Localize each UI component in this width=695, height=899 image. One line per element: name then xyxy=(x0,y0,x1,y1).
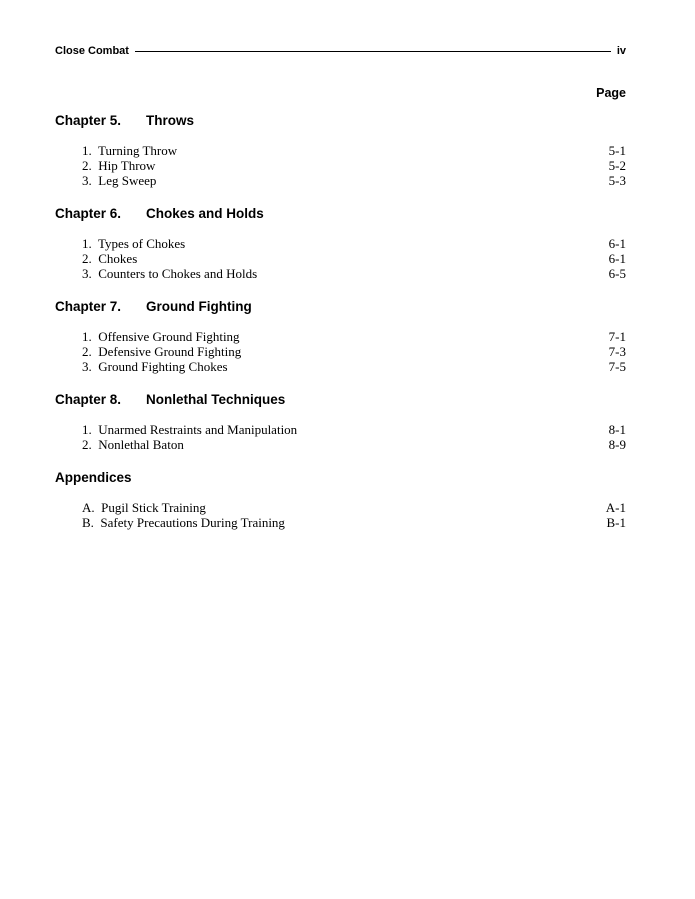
toc-entries xyxy=(55,236,626,281)
chapter-5-section xyxy=(55,112,626,188)
toc-entry-label: 2. Defensive Ground Fighting xyxy=(82,344,242,359)
toc-entry-page: 5-1 xyxy=(608,143,626,158)
toc-entry-label: A. Pugil Stick Training xyxy=(82,500,206,515)
toc-entry[interactable] xyxy=(55,515,626,530)
toc-entry[interactable] xyxy=(55,266,626,281)
chapter-number: Chapter 5. xyxy=(55,113,122,128)
toc-entries xyxy=(55,329,626,374)
chapter-heading xyxy=(55,205,626,223)
toc-entry-label: 3. Ground Fighting Chokes xyxy=(82,359,228,374)
chapter-8-section xyxy=(55,391,626,452)
toc-entry-label: 1. Unarmed Restraints and Manipulation xyxy=(82,422,298,437)
toc-entry[interactable] xyxy=(55,158,626,173)
toc-entry[interactable] xyxy=(55,143,626,158)
toc-entry-page: 5-2 xyxy=(608,158,626,173)
toc-entry-page: 7-3 xyxy=(608,344,626,359)
toc-entry[interactable] xyxy=(55,359,626,374)
chapter-7-section xyxy=(55,298,626,374)
toc-entries xyxy=(55,500,626,530)
toc-entry-label: 2. Chokes xyxy=(82,251,138,266)
chapter-title: Chokes and Holds xyxy=(146,206,264,221)
toc-entry-label: B. Safety Precautions During Training xyxy=(82,515,285,530)
toc-entries xyxy=(55,422,626,452)
header-rule xyxy=(135,51,611,52)
chapter-title: Nonlethal Techniques xyxy=(146,392,286,407)
running-header xyxy=(55,43,626,59)
toc-entry-page: A-1 xyxy=(605,500,626,515)
chapter-number: Chapter 8. xyxy=(55,392,122,407)
appendices-title: Appendices xyxy=(55,470,132,485)
chapter-title: Ground Fighting xyxy=(146,299,252,314)
toc-entry[interactable] xyxy=(55,173,626,188)
toc-entry-page: 7-1 xyxy=(608,329,626,344)
chapter-number: Chapter 6. xyxy=(55,206,122,221)
toc-entry[interactable] xyxy=(55,251,626,266)
toc-entry-label: 1. Offensive Ground Fighting xyxy=(82,329,240,344)
toc-entry-page: 6-1 xyxy=(608,251,626,266)
toc-entry[interactable] xyxy=(55,329,626,344)
chapter-title: Throws xyxy=(146,113,195,128)
chapter-heading xyxy=(55,112,626,130)
toc-entry-label: 1. Types of Chokes xyxy=(82,236,186,251)
toc-entry-page: 6-1 xyxy=(608,236,626,251)
toc-entry-page: 7-5 xyxy=(608,359,626,374)
toc-entry[interactable] xyxy=(55,500,626,515)
appendices-section xyxy=(55,469,626,530)
toc-entries xyxy=(55,143,626,188)
toc-entry-page: 8-9 xyxy=(608,437,626,452)
toc-entry[interactable] xyxy=(55,422,626,437)
page-number: iv xyxy=(616,45,626,57)
toc-entry-page: B-1 xyxy=(606,515,626,530)
appendices-heading xyxy=(55,469,626,487)
toc-entry-page: 5-3 xyxy=(608,173,626,188)
toc-entry-label: 2. Hip Throw xyxy=(82,158,156,173)
toc-entry-label: 3. Counters to Chokes and Holds xyxy=(82,266,258,281)
chapter-number: Chapter 7. xyxy=(55,299,122,314)
toc-entry-page: 6-5 xyxy=(608,266,626,281)
chapter-heading xyxy=(55,391,626,409)
toc-entry-page: 8-1 xyxy=(608,422,626,437)
page-column-label: Page xyxy=(596,86,626,100)
toc-entry[interactable] xyxy=(55,236,626,251)
toc-entry[interactable] xyxy=(55,344,626,359)
document-title: Close Combat xyxy=(55,45,129,57)
toc-entry-label: 2. Nonlethal Baton xyxy=(82,437,184,452)
toc-entry-label: 3. Leg Sweep xyxy=(82,173,157,188)
chapter-heading xyxy=(55,298,626,316)
chapter-6-section xyxy=(55,205,626,281)
toc-entry[interactable] xyxy=(55,437,626,452)
toc-entry-label: 1. Turning Throw xyxy=(82,143,178,158)
